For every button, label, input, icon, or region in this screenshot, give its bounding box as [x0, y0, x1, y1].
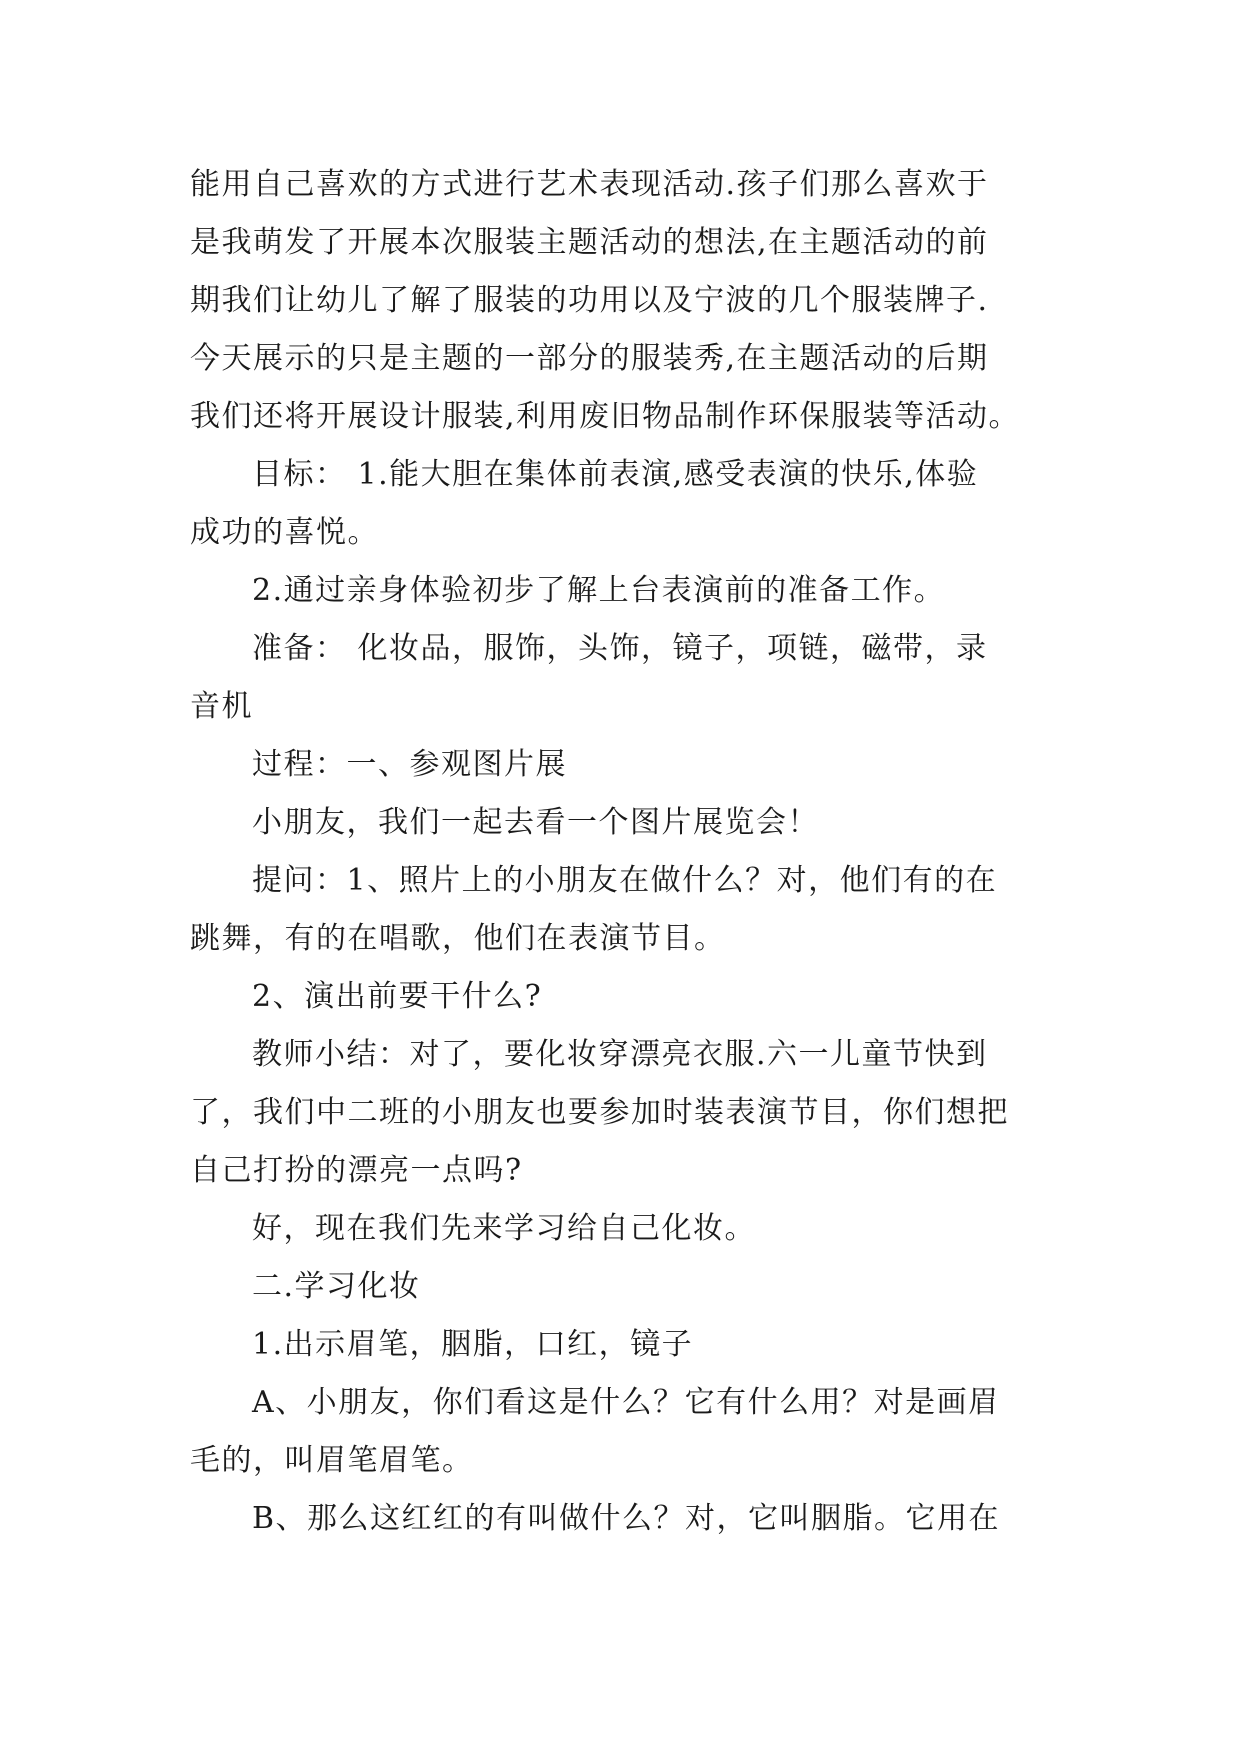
text-line: 跳舞，有的在唱歌，他们在表演节目。: [190, 921, 726, 956]
text-line: 准备： 化妆品，服饰，头饰，镜子，项链，磁带，录: [252, 631, 988, 666]
text-line: 小朋友，我们一起去看一个图片展览会！: [252, 805, 819, 840]
text-line: 2.通过亲身体验初步了解上台表演前的准备工作。: [252, 573, 946, 608]
text-line: 音机: [190, 689, 253, 724]
text-line: 我们还将开展设计服装,利用废旧物品制作环保服装等活动。: [190, 399, 1021, 434]
text-line: 过程：一、参观图片展: [252, 747, 567, 782]
text-line: 2、演出前要干什么?: [252, 979, 543, 1014]
text-line: 能用自己喜欢的方式进行艺术表现活动.孩子们那么喜欢于: [190, 167, 989, 202]
text-line: 提问：1、照片上的小朋友在做什么？对，他们有的在: [252, 863, 998, 898]
text-line: 是我萌发了开展本次服装主题活动的想法,在主题活动的前: [190, 225, 989, 260]
text-line: 期我们让幼儿了解了服装的功用以及宁波的几个服装牌子.: [190, 283, 989, 318]
text-line: 成功的喜悦。: [190, 515, 379, 550]
text-line: 自己打扮的漂亮一点吗?: [190, 1153, 523, 1188]
text-line: 二.学习化妆: [252, 1269, 421, 1304]
text-line: 1.出示眉笔，胭脂，口红，镜子: [252, 1327, 694, 1362]
text-line: 毛的，叫眉笔眉笔。: [190, 1443, 474, 1478]
text-line: 了，我们中二班的小朋友也要参加时装表演节目，你们想把: [190, 1095, 1009, 1130]
document-body: [190, 156, 1060, 1548]
text-line: B、那么这红红的有叫做什么？对，它叫胭脂。它用在: [252, 1501, 1001, 1536]
text-line: 目标： 1.能大胆在集体前表演,感受表演的快乐,体验: [252, 457, 979, 492]
text-line: A、小朋友，你们看这是什么？它有什么用？对是画眉: [252, 1385, 1000, 1420]
text-line: 教师小结：对了，要化妆穿漂亮衣服.六一儿童节快到: [252, 1037, 988, 1072]
text-line: 今天展示的只是主题的一部分的服装秀,在主题活动的后期: [190, 341, 989, 376]
text-line: 好，现在我们先来学习给自己化妆。: [252, 1211, 756, 1246]
